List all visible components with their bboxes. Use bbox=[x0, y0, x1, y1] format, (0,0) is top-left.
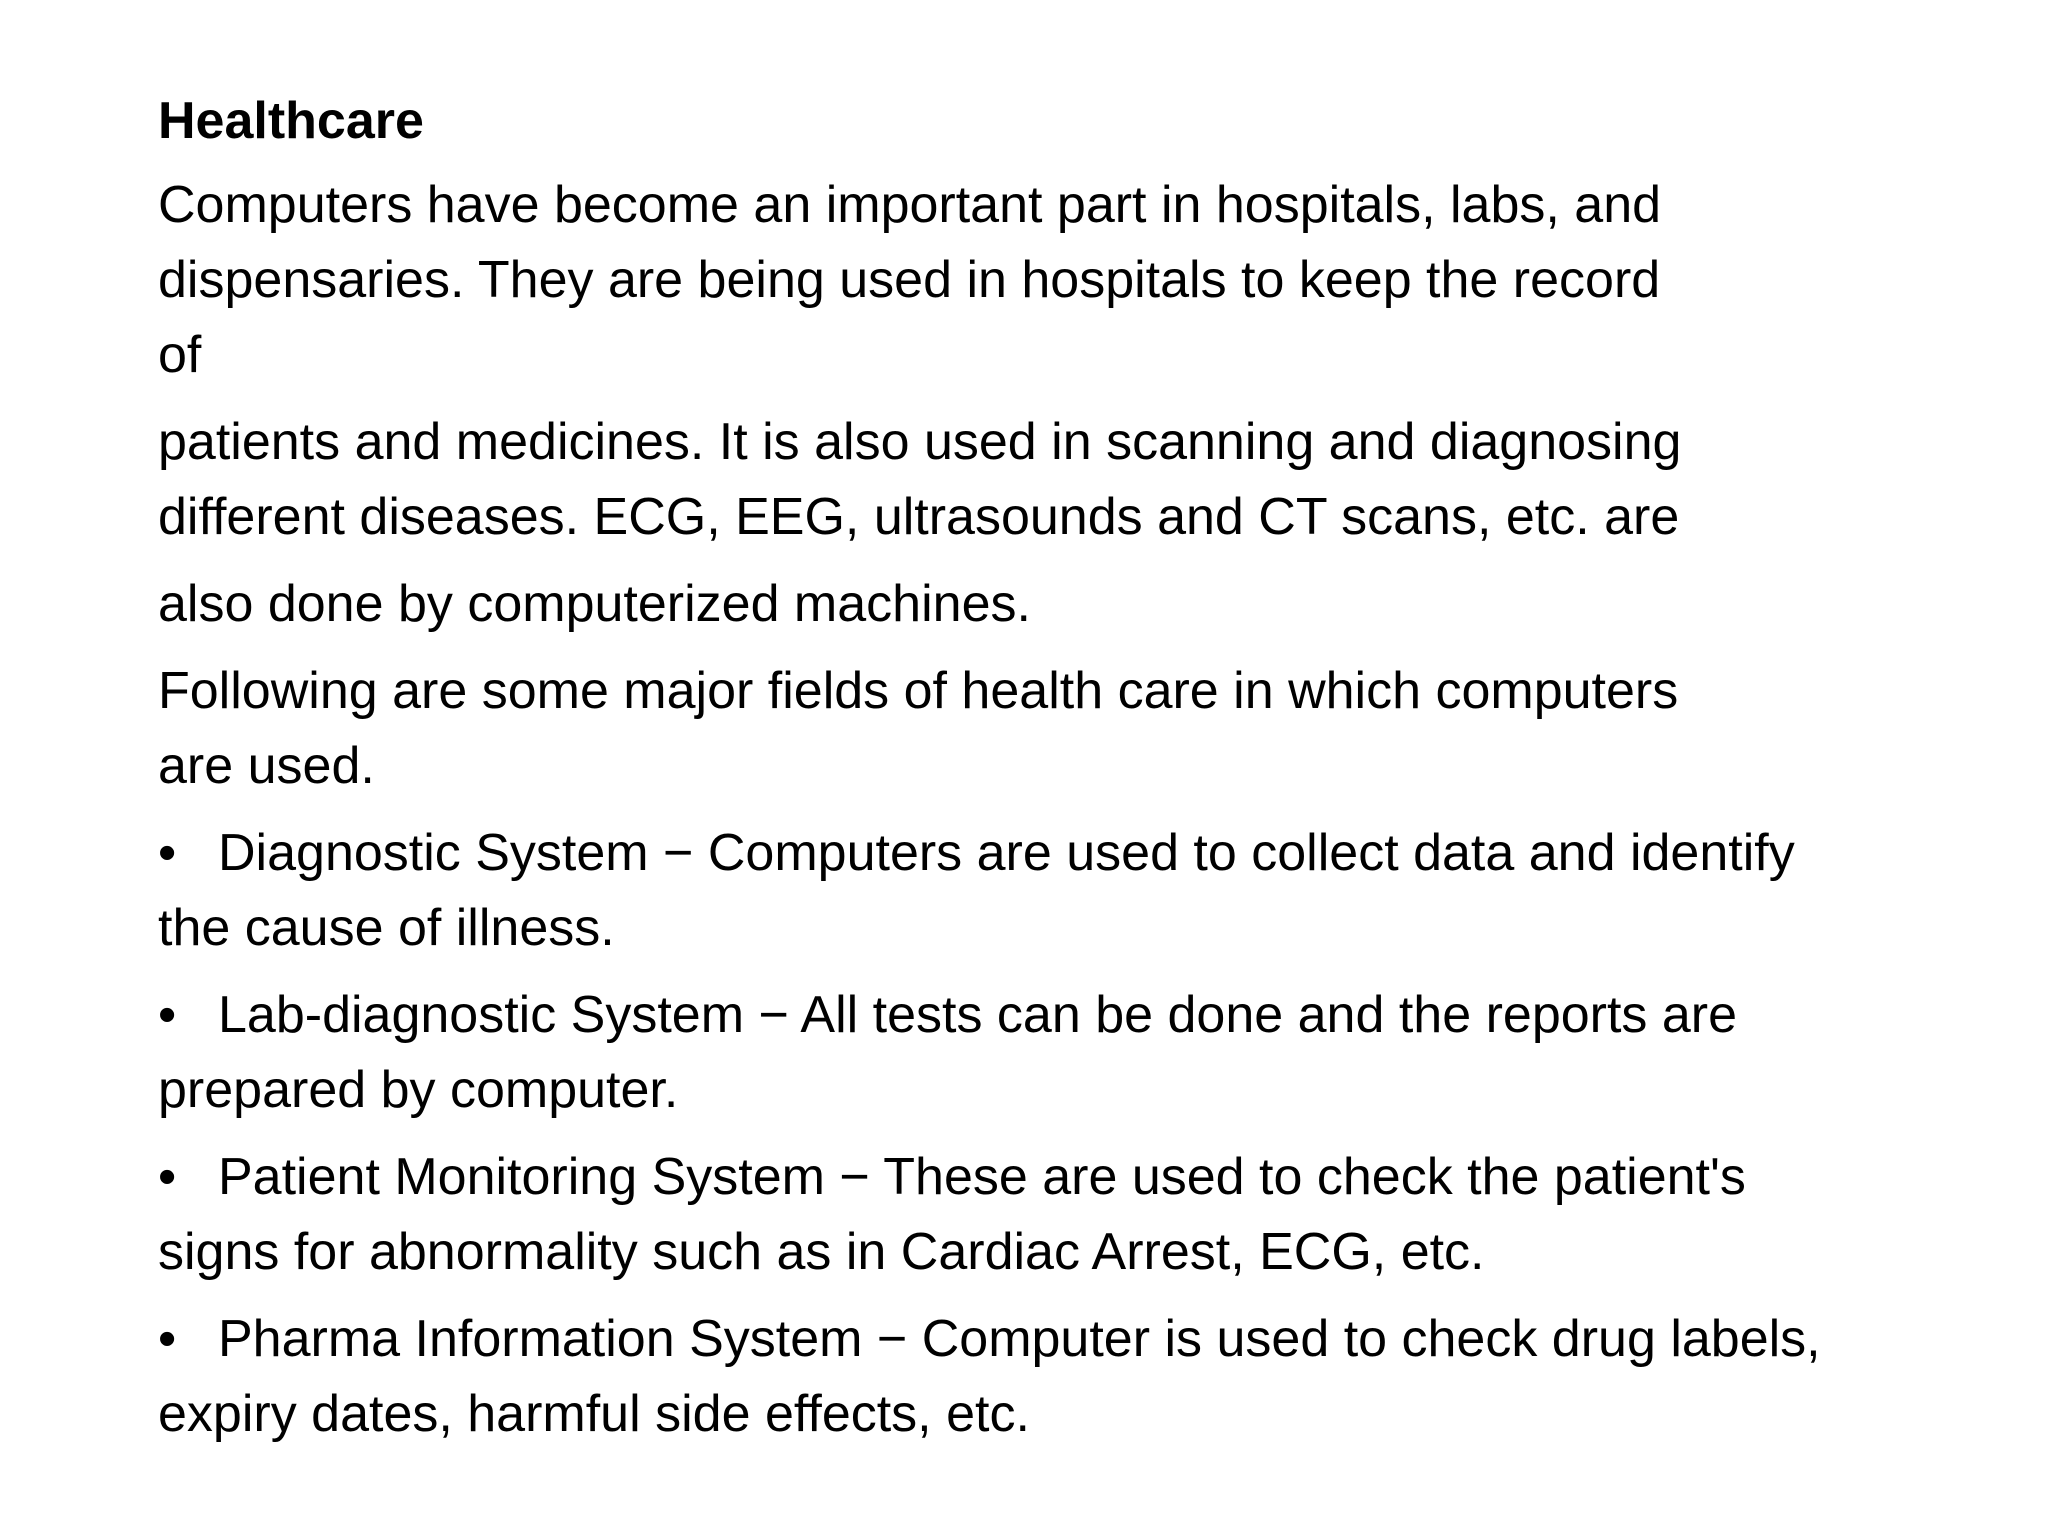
bullet-text: Lab-diagnostic System − All tests can be done and the reports are prepared by computer. bbox=[158, 986, 1738, 1119]
bullet-text: Diagnostic System − Computers are used to collect data and identify the cause of illness. bbox=[158, 824, 1795, 957]
document-page bbox=[158, 88, 1878, 1464]
bullet-icon: • bbox=[158, 986, 177, 1044]
section-heading: Healthcare bbox=[158, 92, 424, 150]
bullet-icon: • bbox=[158, 1148, 177, 1206]
paragraph-patients: patients and medicines. It is also used in scanning and diagnosing different diseases. ECG, EEG, ultrasounds and CT scans, etc. are bbox=[158, 413, 1682, 546]
bullet-text: Patient Monitoring System − These are used to check the patient's signs for abnormality such as in Cardiac Arrest, ECG, etc. bbox=[158, 1148, 1746, 1281]
bullet-text: Pharma Information System − Computer is used to check drug labels, expiry dates, harmful side effects, etc. bbox=[158, 1310, 1821, 1443]
bullet-icon: • bbox=[158, 824, 177, 882]
bullet-item-lab-diagnostic bbox=[158, 978, 1878, 1128]
paragraph-intro: Computers have become an important part in hospitals, labs, and dispensaries. They are being used in hospitals to keep the record of bbox=[158, 176, 1662, 384]
bullet-item-diagnostic bbox=[158, 816, 1878, 966]
bullet-item-patient-monitoring bbox=[158, 1140, 1878, 1290]
bullet-item-pharma-information bbox=[158, 1302, 1878, 1452]
paragraph-machines: also done by computerized machines. bbox=[158, 575, 1031, 633]
bullet-icon: • bbox=[158, 1310, 177, 1368]
paragraph-fields: Following are some major fields of health care in which computers are used. bbox=[158, 662, 1679, 795]
